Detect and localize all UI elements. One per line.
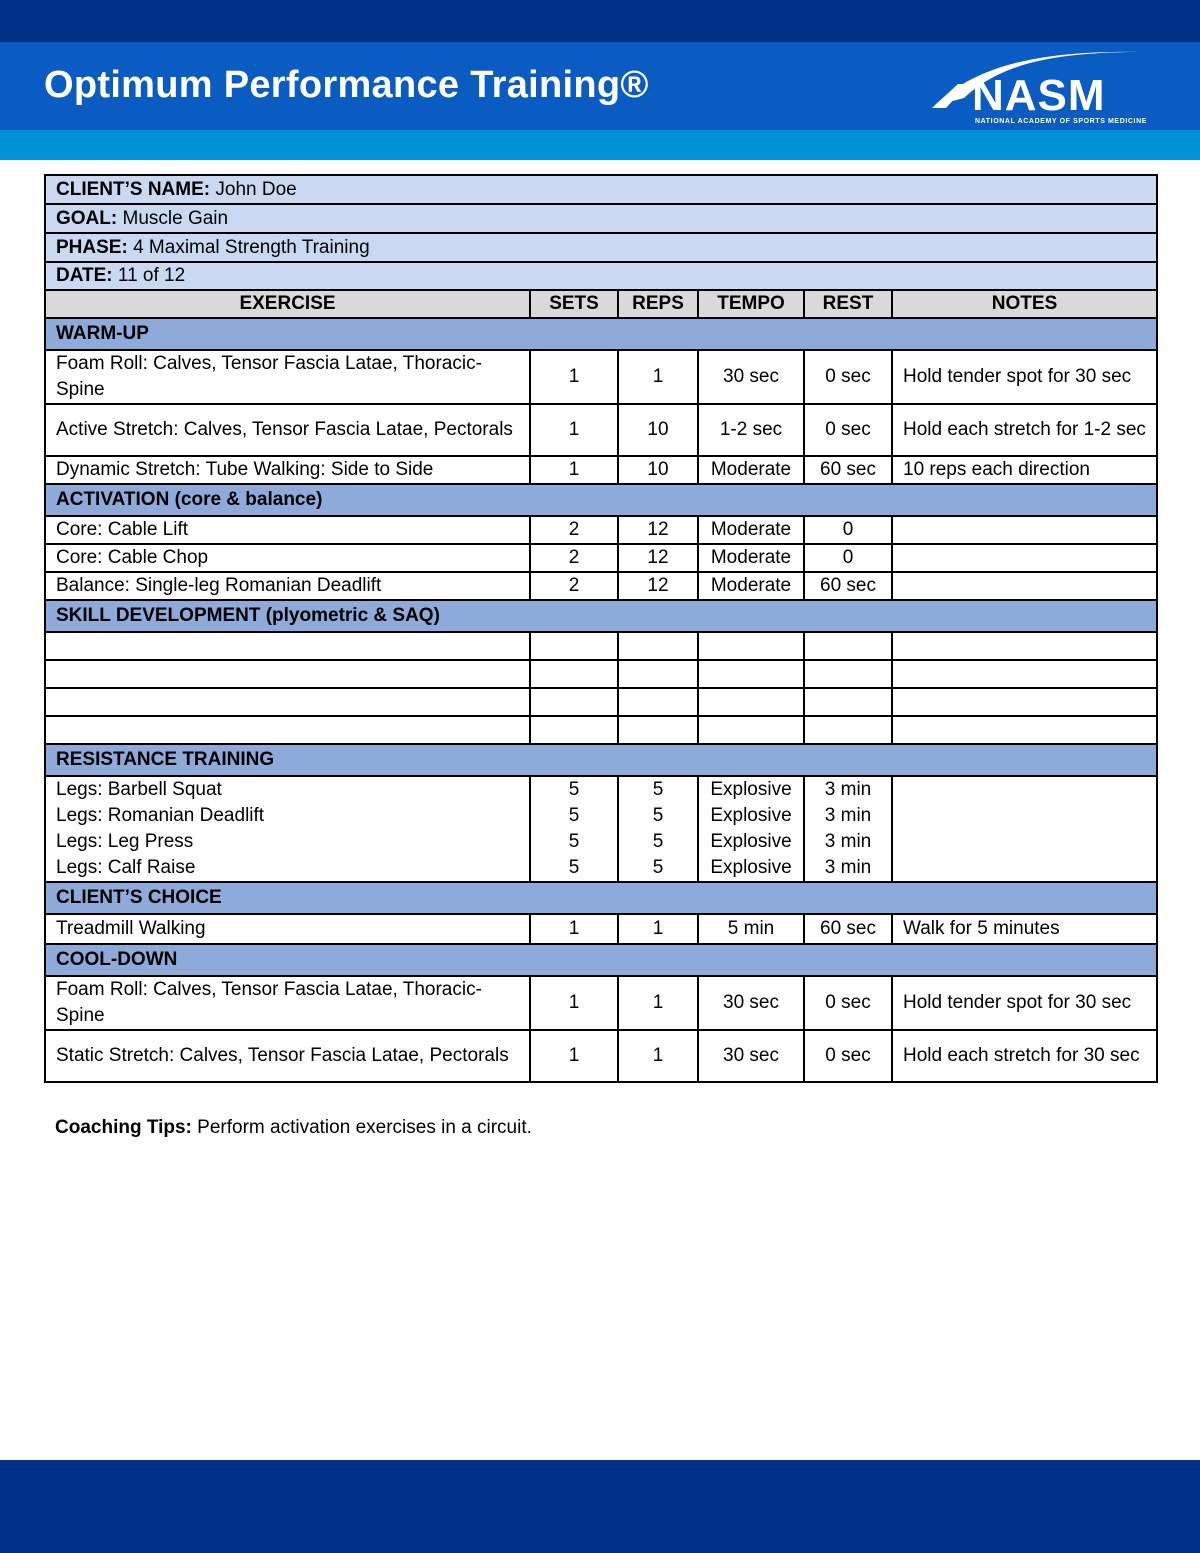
- table-row: [45, 350, 1157, 404]
- date-value: 11 of 12: [117, 265, 186, 286]
- goal-label: GOAL:: [56, 207, 118, 229]
- sets-cell: 1: [530, 1030, 618, 1082]
- rest-cell: 0 sec: [804, 350, 892, 404]
- exercise-line: Legs: Romanian Deadlift: [56, 805, 265, 826]
- notes-cell: Hold tender spot for 30 sec: [892, 976, 1157, 1030]
- rest-cell: 0 sec: [804, 976, 892, 1030]
- footer-band: [0, 1460, 1200, 1553]
- reps-value: 5: [652, 831, 664, 852]
- col-header-notes: NOTES: [892, 290, 1157, 318]
- column-header-row: [45, 290, 1157, 318]
- client-name-label: CLIENT’S NAME:: [56, 178, 211, 200]
- exercise-line: Legs: Leg Press: [56, 831, 194, 852]
- exercise-cell: Core: Cable Chop: [45, 544, 530, 572]
- tempo-cell: Moderate: [698, 544, 804, 572]
- table-row: [45, 456, 1157, 484]
- empty-row: [45, 632, 1157, 660]
- table-row: [45, 544, 1157, 572]
- tempo-cell: 1-2 sec: [698, 404, 804, 456]
- notes-cell: Hold tender spot for 30 sec: [892, 350, 1157, 404]
- section-title: COOL-DOWN: [45, 944, 1157, 976]
- rest-cell: 0: [804, 544, 892, 572]
- reps-cell: 1: [618, 1030, 698, 1082]
- date-label: DATE:: [56, 265, 113, 286]
- goal-value: Muscle Gain: [122, 207, 229, 229]
- sets-value: 5: [568, 831, 580, 852]
- rest-cell: 60 sec: [804, 914, 892, 944]
- rest-cell: 60 sec: [804, 456, 892, 484]
- exercise-cell: Foam Roll: Calves, Tensor Fascia Latae, Thoracic-Spine: [45, 976, 530, 1030]
- notes-cell: [892, 776, 1157, 882]
- tempo-cell: 30 sec: [698, 976, 804, 1030]
- phase-row: [45, 233, 1157, 262]
- table-row: [45, 572, 1157, 600]
- rest-cell: 0: [804, 516, 892, 544]
- coaching-tips-label: Coaching Tips:: [55, 1117, 192, 1138]
- logo-subtext: NATIONAL ACADEMY OF SPORTS MEDICINE: [975, 118, 1148, 125]
- notes-cell: [892, 572, 1157, 600]
- date-row: [45, 262, 1157, 290]
- sets-cell: 2: [530, 572, 618, 600]
- reps-cell: 1: [618, 350, 698, 404]
- client-name-row: [45, 175, 1157, 204]
- section-title: RESISTANCE TRAINING: [45, 744, 1157, 776]
- table-row: [45, 914, 1157, 944]
- reps-value: 5: [652, 857, 664, 878]
- tempo-cell: 30 sec: [698, 1030, 804, 1082]
- section-resistance-training: [45, 744, 1157, 776]
- section-warmup: [45, 318, 1157, 350]
- tempo-value: Explosive: [710, 805, 792, 826]
- empty-row: [45, 688, 1157, 716]
- rest-value: 3 min: [824, 831, 872, 852]
- notes-cell: 10 reps each direction: [892, 456, 1157, 484]
- section-clients-choice: [45, 882, 1157, 914]
- notes-cell: [892, 544, 1157, 572]
- sets-cell: 1: [530, 456, 618, 484]
- logo-wordmark: NASM: [972, 71, 1106, 120]
- sets-cell: 2: [530, 544, 618, 572]
- section-title: WARM-UP: [45, 318, 1157, 350]
- reps-cell: [618, 776, 698, 882]
- table-row: [45, 404, 1157, 456]
- tempo-value: Explosive: [710, 857, 792, 878]
- empty-row: [45, 660, 1157, 688]
- empty-row: [45, 716, 1157, 744]
- section-title: ACTIVATION (core & balance): [45, 484, 1157, 516]
- notes-cell: Walk for 5 minutes: [892, 914, 1157, 944]
- header-accent-band: [0, 130, 1200, 160]
- col-header-rest: REST: [804, 290, 892, 318]
- rest-cell: 60 sec: [804, 572, 892, 600]
- tempo-value: Explosive: [710, 779, 792, 800]
- sets-cell: 1: [530, 976, 618, 1030]
- client-name-value: John Doe: [215, 178, 297, 200]
- notes-cell: Hold each stretch for 1-2 sec: [892, 404, 1157, 456]
- tempo-cell: [698, 776, 804, 882]
- section-cool-down: [45, 944, 1157, 976]
- section-title: CLIENT’S CHOICE: [45, 882, 1157, 914]
- section-activation: [45, 484, 1157, 516]
- table-row: [45, 776, 1157, 882]
- exercise-cell: Static Stretch: Calves, Tensor Fascia Latae, Pectorals: [45, 1030, 530, 1082]
- col-header-sets: SETS: [530, 290, 618, 318]
- section-title: SKILL DEVELOPMENT (plyometric & SAQ): [45, 600, 1157, 632]
- exercise-cell: [45, 776, 530, 882]
- tempo-cell: 30 sec: [698, 350, 804, 404]
- exercise-cell: Balance: Single-leg Romanian Deadlift: [45, 572, 530, 600]
- col-header-exercise: EXERCISE: [45, 290, 530, 318]
- table-row: [45, 976, 1157, 1030]
- tempo-cell: Moderate: [698, 572, 804, 600]
- reps-cell: 10: [618, 404, 698, 456]
- reps-value: 5: [652, 805, 664, 826]
- top-navy-band: [0, 0, 1200, 42]
- phase-value: 4 Maximal Strength Training: [133, 236, 370, 258]
- rest-cell: [804, 776, 892, 882]
- rest-cell: 0 sec: [804, 404, 892, 456]
- sets-cell: 1: [530, 914, 618, 944]
- goal-row: [45, 204, 1157, 233]
- exercise-cell: Treadmill Walking: [45, 914, 530, 944]
- exercise-line: Legs: Calf Raise: [56, 857, 196, 878]
- training-plan-table: [44, 174, 1158, 1083]
- reps-cell: 12: [618, 516, 698, 544]
- sets-cell: [530, 776, 618, 882]
- coaching-tips-text: Perform activation exercises in a circuit.: [197, 1117, 532, 1138]
- sets-value: 5: [568, 857, 580, 878]
- exercise-cell: Core: Cable Lift: [45, 516, 530, 544]
- exercise-cell: Foam Roll: Calves, Tensor Fascia Latae, Thoracic-Spine: [45, 350, 530, 404]
- table-row: [45, 516, 1157, 544]
- reps-value: 5: [652, 779, 664, 800]
- page-title: Optimum Performance Training®: [44, 64, 649, 106]
- col-header-tempo: TEMPO: [698, 290, 804, 318]
- tempo-value: Explosive: [710, 831, 792, 852]
- reps-cell: 1: [618, 914, 698, 944]
- rest-value: 3 min: [824, 805, 872, 826]
- exercise-cell: Active Stretch: Calves, Tensor Fascia Latae, Pectorals: [45, 404, 530, 456]
- col-header-reps: REPS: [618, 290, 698, 318]
- tempo-cell: Moderate: [698, 456, 804, 484]
- section-skill-development: [45, 600, 1157, 632]
- rest-cell: 0 sec: [804, 1030, 892, 1082]
- sets-cell: 1: [530, 350, 618, 404]
- rest-value: 3 min: [824, 857, 872, 878]
- table-row: [45, 1030, 1157, 1082]
- rest-value: 3 min: [824, 779, 872, 800]
- notes-cell: Hold each stretch for 30 sec: [892, 1030, 1157, 1082]
- reps-cell: 12: [618, 572, 698, 600]
- coaching-tips: [55, 1117, 532, 1139]
- reps-cell: 10: [618, 456, 698, 484]
- exercise-cell: Dynamic Stretch: Tube Walking: Side to Side: [45, 456, 530, 484]
- tempo-cell: 5 min: [698, 914, 804, 944]
- sets-cell: 2: [530, 516, 618, 544]
- tempo-cell: Moderate: [698, 516, 804, 544]
- sets-value: 5: [568, 779, 580, 800]
- sets-value: 5: [568, 805, 580, 826]
- reps-cell: 12: [618, 544, 698, 572]
- reps-cell: 1: [618, 976, 698, 1030]
- sets-cell: 1: [530, 404, 618, 456]
- exercise-line: Legs: Barbell Squat: [56, 779, 222, 800]
- notes-cell: [892, 516, 1157, 544]
- phase-label: PHASE:: [56, 236, 128, 258]
